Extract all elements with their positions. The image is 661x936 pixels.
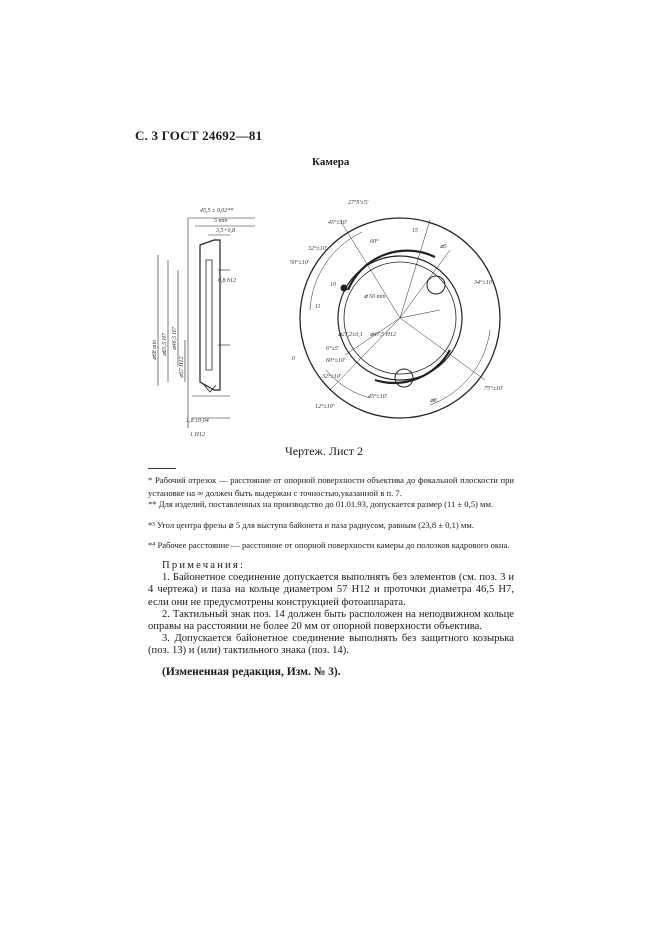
angle-label: 34°±10' — [474, 280, 493, 286]
technical-drawing — [130, 160, 530, 440]
side-section-labels — [152, 207, 236, 438]
note-1: 1. Байонетное соединение допускается выполнять без элементов (см. поз. 3 и 4 чертежа) и паза на кольце диаметром 57 Н12 и проточки диаметра 46,5 Н7, если они не предусмотрены конструкцией фотоаппарата. — [148, 572, 514, 608]
dia-label: ⌀5 — [440, 244, 447, 250]
item-number: 0 — [292, 356, 295, 362]
note-2: 2. Тактильный знак поз. 14 должен быть расположен на неподвижном кольце оправы на расстоянии не более 20 мм от опорной поверхности объектива. — [148, 608, 514, 633]
note-3: 3. Допускается байонетное соединение выполнять без защитного козырька (поз. 13) и (или) тактильного знака (поз. 14). — [148, 633, 514, 657]
dia-label: ⌀27,2±0,1 — [338, 332, 363, 338]
footnote-3: *³ Угол центра фрезы ⌀ 5 для выступа байонета и паза радиусом, равным (23,8 ± 0,1) мм. — [148, 520, 474, 530]
dia-46-label: ⌀46,5 H7 — [172, 327, 178, 350]
item-number: 10 — [330, 282, 336, 288]
footnote-4: *⁴ Рабочее расстояние — расстояние от опорной поверхности камеры до полозков кадрового окна. — [148, 540, 510, 550]
angle-label: 12°±10' — [315, 404, 334, 410]
front-view — [300, 218, 500, 418]
drawing-caption: Чертеж. Лист 2 — [285, 444, 363, 458]
angle-label: 60°±10' — [326, 358, 345, 364]
angle-label: 45°±10' — [328, 220, 347, 226]
dim-bottom2-label: 1 H12 — [190, 432, 205, 438]
front-view-labels — [290, 199, 504, 410]
dim-top-label: 45,5 ± 0,02** — [200, 208, 234, 214]
angle-label: 32°±10' — [322, 374, 341, 380]
angle-label: 60° — [370, 239, 379, 245]
item-number: 15 — [412, 228, 418, 234]
dia-68-label: ⌀68 min — [152, 339, 158, 360]
dim-hole-label: 0,8 h12 — [218, 278, 236, 284]
section-title: Камера — [312, 156, 350, 168]
dia-57-label: ⌀57 H12 — [179, 356, 185, 378]
dia-label: ⌀47,5 H12 — [370, 332, 396, 338]
dim-5min-label: 5 min — [214, 218, 228, 224]
amendment-note: (Измененная редакция, Изм. № 3). — [162, 666, 341, 678]
dim-bottom1-label: 1,8 ±0,04 — [186, 418, 209, 424]
footnote-1: * Рабочий отрезок — расстояние от опорной поверхности объектива до фокальной плоскости при установке на ∞ должен быть выдержан с точностью,указанной в п. 7. — [148, 475, 514, 498]
angle-label: 6°±5' — [326, 346, 339, 352]
angle-label: 50°±10' — [290, 260, 309, 266]
page-header: С. 3 ГОСТ 24692—81 — [135, 128, 263, 143]
item-number: 11 — [315, 304, 321, 310]
side-section-view — [158, 218, 255, 428]
dia-65-label: ⌀65,5 H7 — [162, 333, 168, 356]
footnote-2: ** Для изделий, поставленных на производство до 01.01.93, допускается размер (11 ± 0,5) мм. — [148, 499, 494, 509]
angle-label: 32°±10' — [308, 246, 327, 252]
dia-label: ⌀ 50 min — [364, 294, 386, 300]
angle-label: 45°±10' — [368, 394, 387, 400]
notes-heading: Примечания: — [162, 560, 246, 571]
footnote-divider — [148, 468, 176, 469]
angle-label: 27°5'±5' — [348, 200, 369, 206]
angle-label: 75°±10' — [484, 386, 503, 392]
notes-block — [148, 560, 514, 658]
dia-label: ⌀8 — [430, 398, 437, 404]
dim-3-label: 3,5+0,8 — [216, 228, 236, 234]
